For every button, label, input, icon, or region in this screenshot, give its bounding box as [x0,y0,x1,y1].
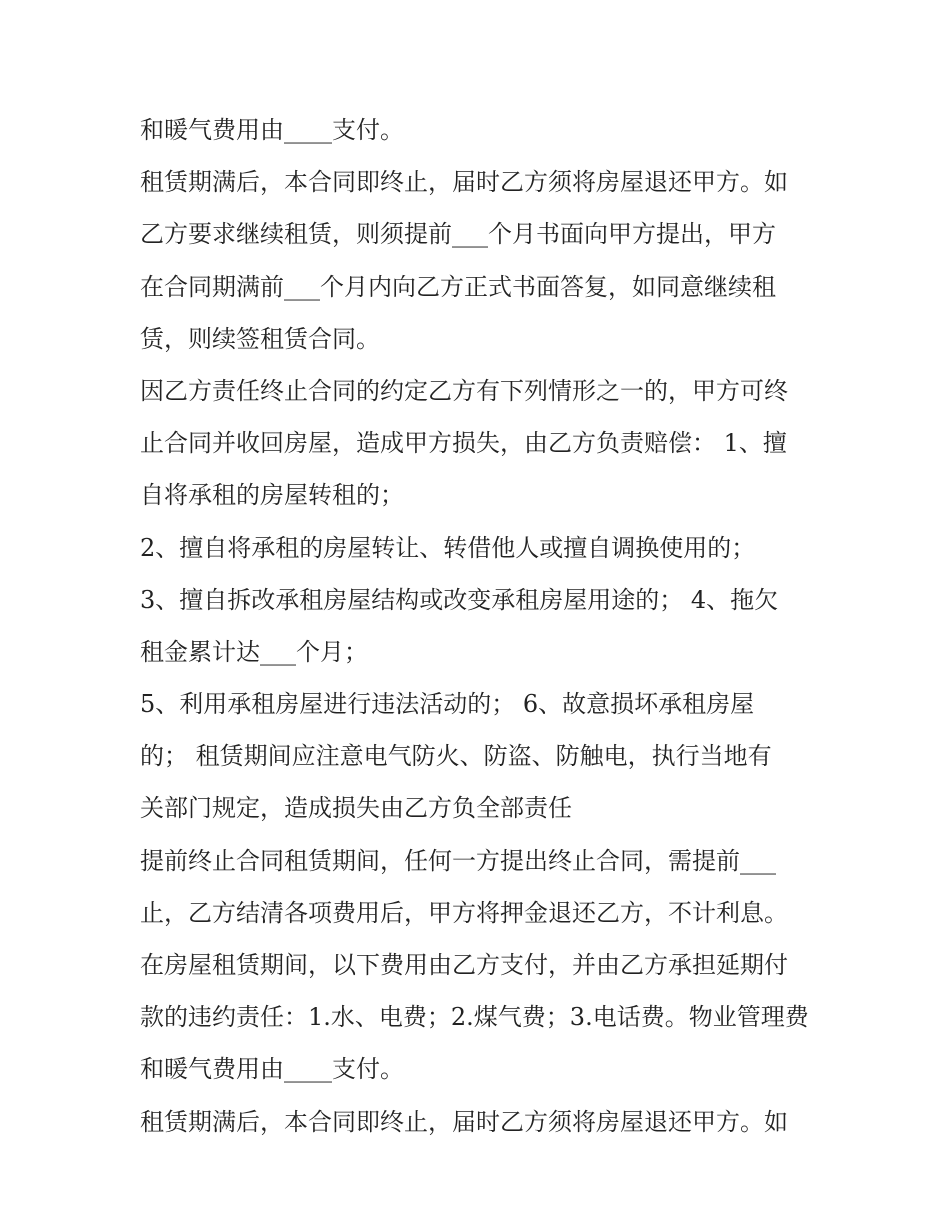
text-line: 自将承租的房屋转租的； [140,481,404,510]
text-line: 在合同期满前___个月内向乙方正式书面答复，如同意继续租 [140,272,776,301]
text-line: 2、擅自将承租的房屋转让、转借他人或擅自调换使用的； [140,533,756,562]
text-line: 租赁期满后，本合同即终止，届时乙方须将房屋退还甲方。如 [140,1107,788,1136]
text-line: 止合同并收回房屋，造成甲方损失，由乙方负责赔偿： 1、擅 [140,429,787,458]
text-line: 和暖气费用由____支付。 [140,1055,404,1084]
contract-text [140,104,830,1148]
text-line: 提前终止合同租赁期间，任何一方提出终止合同，需提前___ [140,846,776,875]
text-line: 款的违约责任：1.水、电费；2.煤气费；3.电话费。物业管理费 [140,1003,809,1032]
text-line: 租金累计达___个月； [140,637,368,666]
text-line: 赁，则续签租赁合同。 [140,324,380,353]
text-line: 5、利用承租房屋进行违法活动的； 6、故意损坏承租房屋 [140,690,755,719]
text-line: 关部门规定，造成损失由乙方负全部责任 [140,794,572,823]
text-line: 3、擅自拆改承租房屋结构或改变承租房屋用途的； 4、拖欠 [140,585,779,614]
text-line: 在房屋租赁期间，以下费用由乙方支付，并由乙方承担延期付 [140,951,788,979]
text-line: 和暖气费用由____支付。 [140,116,404,144]
text-line: 因乙方责任终止合同的约定乙方有下列情形之一的，甲方可终 [140,376,788,405]
text-line: 租赁期满后，本合同即终止，届时乙方须将房屋退还甲方。如 [140,168,788,197]
text-line: 乙方要求继续租赁，则须提前___个月书面向甲方提出，甲方 [140,220,776,249]
text-line: 的； 租赁期间应注意电气防火、防盗、防触电，执行当地有 [140,742,772,771]
text-line: 止，乙方结清各项费用后，甲方将押金退还乙方，不计利息。 [140,898,788,927]
